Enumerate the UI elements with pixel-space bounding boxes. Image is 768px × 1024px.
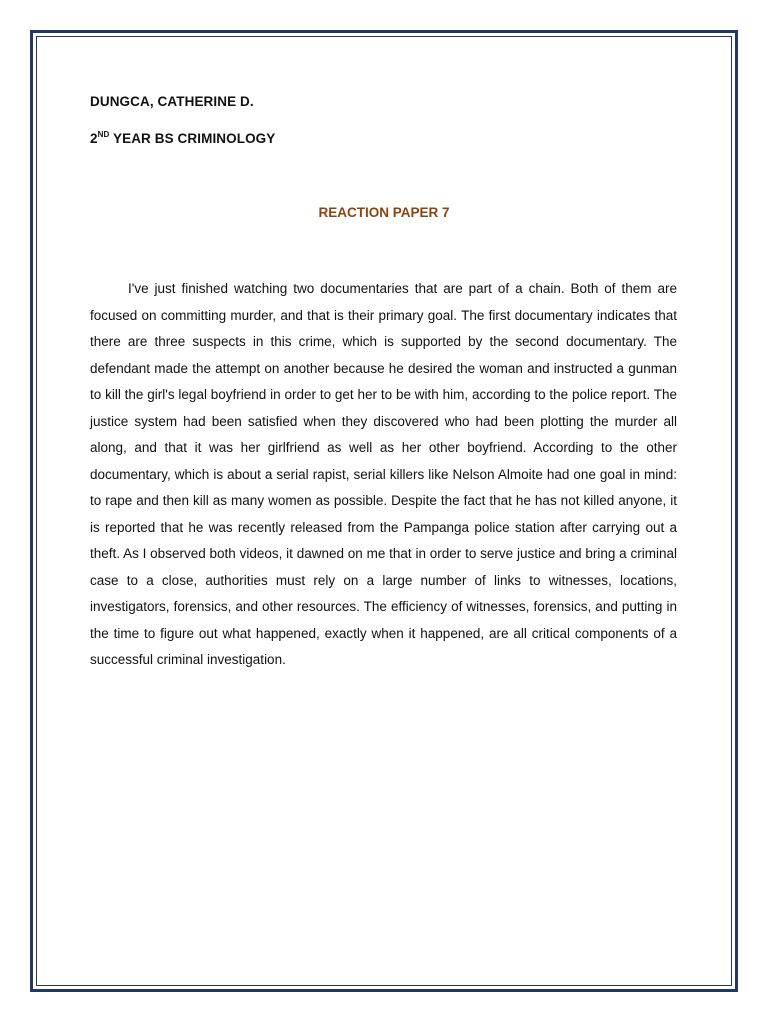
body-paragraph: I've just finished watching two documentaries that are part of a chain. Both of them are focused on committing murder, and that is their primary goal. The first documentary indicates that there are three suspects in this crime, which is supported by the second documentary. The defendant made the attempt on another because he desired the woman and instructed a gunman to kill the girl's legal boyfriend in order to get her to be with him, according to the police report. The justice system had been satisfied when they discovered who had been plotting the murder all along, and that it was her girlfriend as well as her other boyfriend. According to the other documentary, which is about a serial rapist, serial killers like Nelson Almoite had one goal in mind: to rape and then kill as many women as possible. Despite the fact that he has not killed anyone, it is reported that he was recently released from the Pampanga police station after carrying out a theft. As I observed both videos, it dawned on me that in order to serve justice and bring a criminal case to a close, authorities must rely on a large number of links to witnesses, locations, investigators, forensics, and other resources. The efficiency of witnesses, forensics, and putting in the time to figure out what happened, exactly when it happened, are all critical components of a successful criminal investigation. bbox=[90, 281, 677, 667]
paper-title: REACTION PAPER 7 bbox=[318, 205, 450, 220]
year-program: YEAR BS CRIMINOLOGY bbox=[109, 131, 276, 146]
author-name: DUNGCA, CATHERINE D. bbox=[90, 94, 254, 109]
year-level bbox=[90, 131, 275, 146]
year-number: 2 bbox=[90, 131, 98, 146]
year-suffix: ND bbox=[97, 130, 110, 139]
